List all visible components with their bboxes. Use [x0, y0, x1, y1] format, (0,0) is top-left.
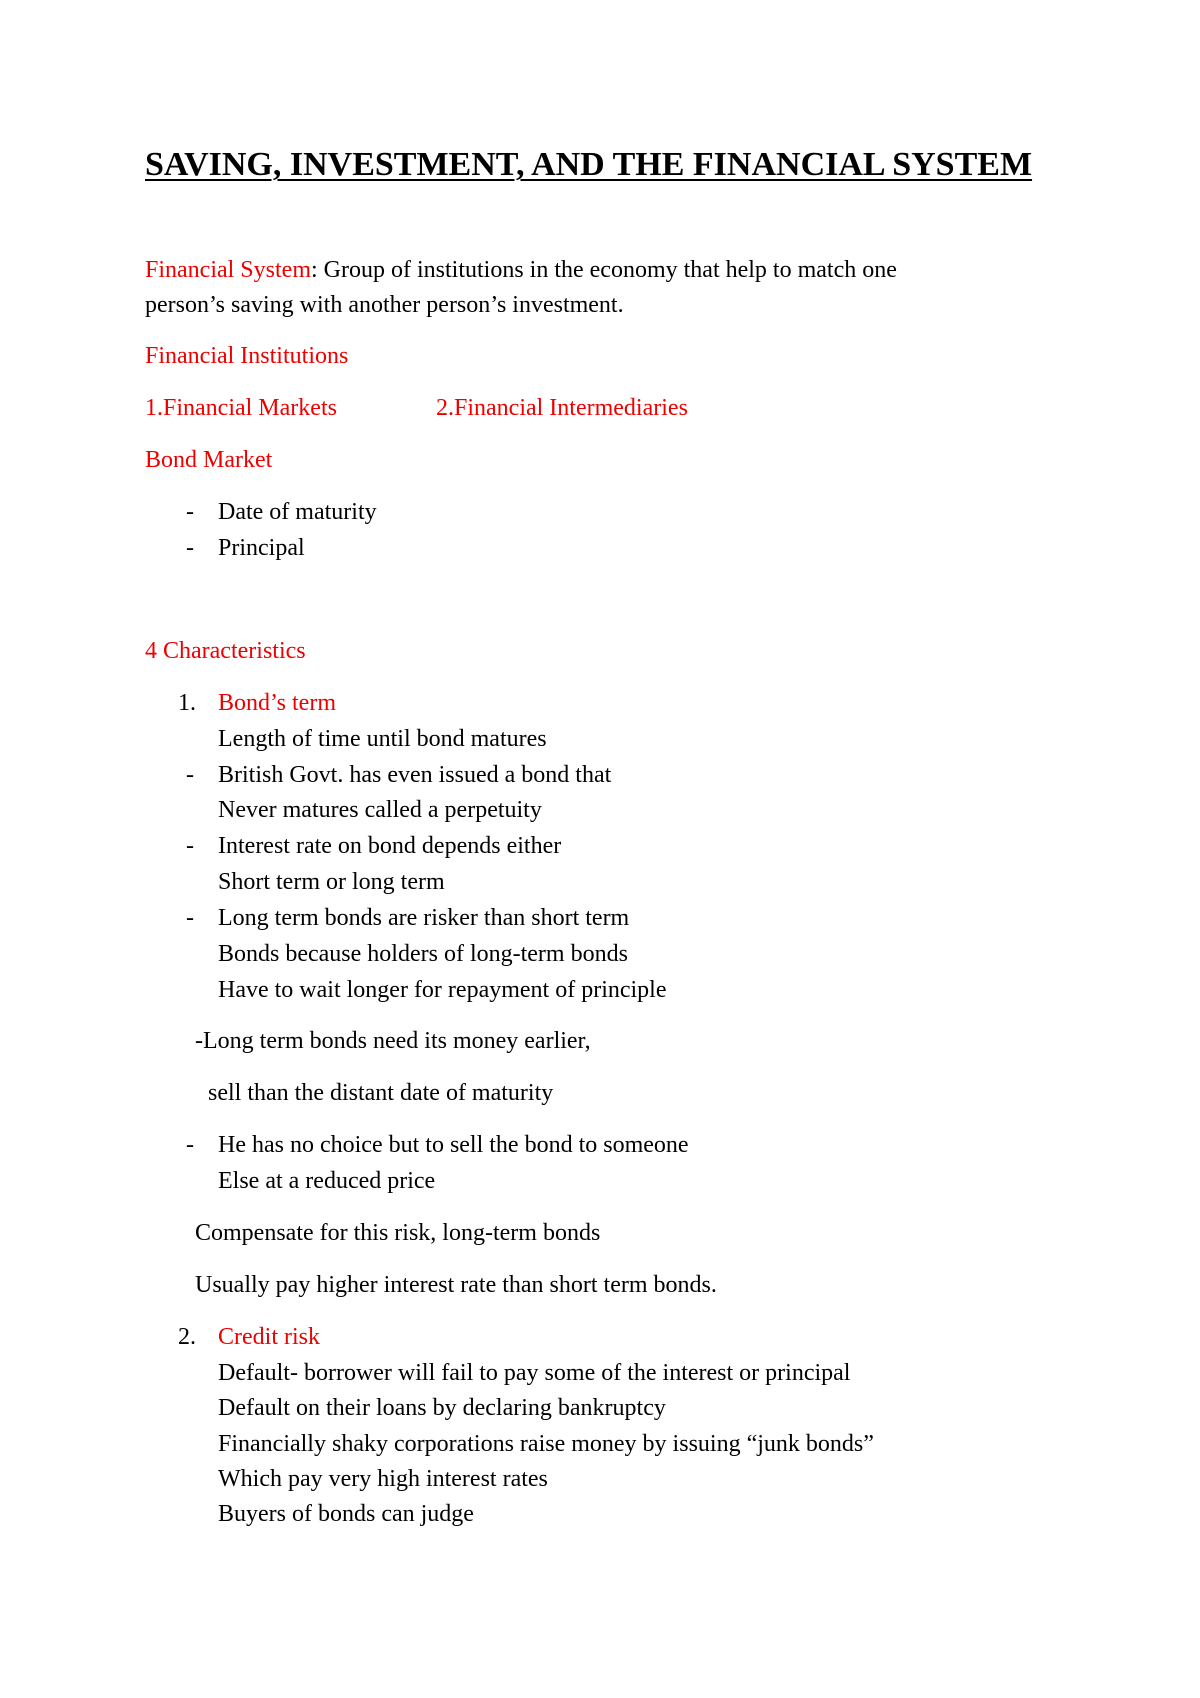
paragraph-line: Compensate for this risk, long-term bonds	[195, 1220, 601, 1246]
list-item: Default- borrower will fail to pay some of the interest or principal	[218, 1360, 851, 1386]
list-bullet: -	[186, 833, 194, 859]
list-item: He has no choice but to sell the bond to someone	[218, 1132, 689, 1158]
list-item: Financially shaky corporations raise money by issuing “junk bonds”	[218, 1431, 874, 1457]
list-bullet: -	[186, 535, 194, 561]
list-number-1: 1.	[178, 690, 196, 716]
list-item: Short term or long term	[218, 869, 445, 895]
list-item: Never matures called a perpetuity	[218, 797, 542, 823]
credit-risk-title: Credit risk	[218, 1324, 320, 1350]
paragraph-line: Usually pay higher interest rate than short term bonds.	[195, 1272, 717, 1298]
financial-markets-item: 1.Financial Markets	[145, 395, 337, 421]
list-bullet: -	[186, 762, 194, 788]
list-bullet: -	[186, 905, 194, 931]
list-item: Else at a reduced price	[218, 1168, 436, 1194]
list-item: Have to wait longer for repayment of principle	[218, 977, 667, 1003]
paragraph-line: -Long term bonds need its money earlier,	[195, 1028, 591, 1054]
list-item: Buyers of bonds can judge	[218, 1501, 474, 1527]
financial-institutions-heading: Financial Institutions	[145, 343, 349, 369]
list-item: British Govt. has even issued a bond that	[218, 762, 612, 788]
list-item: Interest rate on bond depends either	[218, 833, 562, 859]
financial-system-definition-line1: Group of institutions in the economy that help to match one	[317, 257, 897, 283]
list-number-2: 2.	[178, 1324, 196, 1350]
bond-market-item-principal: Principal	[218, 535, 305, 561]
financial-system-term: Financial System	[145, 257, 311, 283]
list-item: Long term bonds are risker than short term	[218, 905, 630, 931]
list-item: Length of time until bond matures	[218, 726, 547, 752]
list-item: Which pay very high interest rates	[218, 1466, 548, 1492]
list-item: Bonds because holders of long-term bonds	[218, 941, 628, 967]
bond-market-item-maturity: Date of maturity	[218, 499, 377, 525]
bond-market-heading: Bond Market	[145, 447, 273, 473]
financial-intermediaries-item: 2.Financial Intermediaries	[436, 395, 688, 421]
paragraph-line: sell than the distant date of maturity	[208, 1080, 554, 1106]
characteristics-heading: 4 Characteristics	[145, 638, 306, 664]
list-bullet: -	[186, 499, 194, 525]
list-item: Default on their loans by declaring bankruptcy	[218, 1395, 666, 1421]
page-title: SAVING, INVESTMENT, AND THE FINANCIAL SYSTEM	[145, 146, 1033, 183]
financial-system-colon: :	[310, 257, 318, 283]
list-bullet: -	[186, 1132, 194, 1158]
financial-system-definition	[145, 255, 897, 285]
financial-system-definition-line2: person’s saving with another person’s investment.	[145, 292, 624, 318]
bonds-term-title: Bond’s term	[218, 690, 336, 716]
